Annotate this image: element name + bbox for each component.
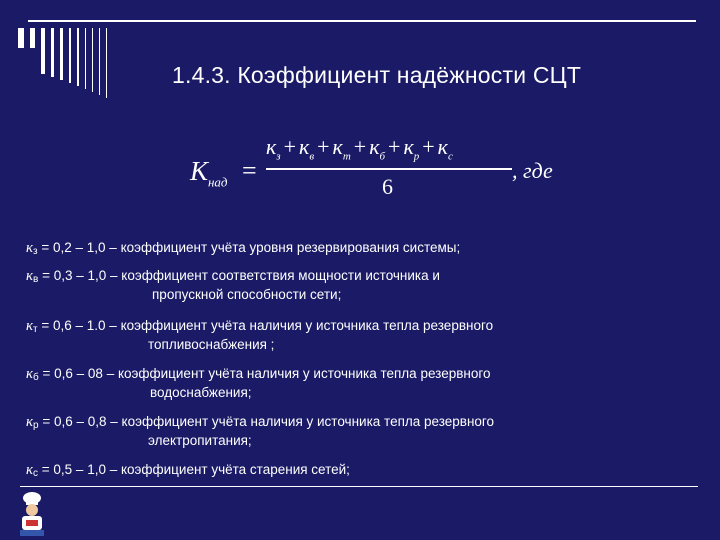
slide-title: 1.4.3. Коэффициент надёжности СЦТ — [172, 62, 582, 88]
decor-stripe — [77, 28, 79, 86]
decor-stripe — [85, 28, 86, 89]
definition-symbol: к — [26, 414, 34, 430]
decor-stripe — [41, 28, 45, 74]
plus-sign: + — [422, 134, 435, 159]
definition-text: = 0,6 – 08 – коэффициент учёта наличия у источника тепла резервного — [38, 366, 491, 381]
definition-text: = 0,3 – 1,0 – коэффициент соответствия мощности источника и — [38, 268, 440, 283]
definition-symbol: к — [26, 366, 34, 382]
definition-text: = 0,2 – 1,0 – коэффициент учёта уровня резервирования системы; — [37, 240, 461, 255]
plus-sign: + — [388, 134, 401, 159]
numerator-term-subscript: т — [342, 150, 351, 163]
definition-subscript: б — [33, 372, 39, 383]
chef-icon — [14, 490, 50, 538]
numerator-term-subscript: б — [379, 150, 386, 163]
definition-text: = 0,6 – 0,8 – коэффициент учёта наличия у источника тепла резервного — [38, 414, 495, 429]
definition-continuation: водоснабжения; — [150, 385, 252, 400]
definition-item — [26, 318, 493, 335]
definition-item — [26, 240, 460, 257]
formula-suffix: , где — [512, 158, 553, 183]
numerator-term-subscript: з — [276, 150, 281, 163]
numerator-term: $к_б$ — [369, 134, 386, 163]
numerator-term: $к_т$ — [332, 134, 351, 163]
definition-continuation: электропитания; — [148, 433, 252, 448]
definition-item — [26, 414, 494, 431]
definition-text: = 0,5 – 1,0 – коэффициент учёта старения сетей; — [38, 462, 350, 477]
decor-stripe — [51, 28, 54, 77]
plus-sign: + — [283, 134, 297, 159]
definition-subscript: с — [33, 468, 39, 479]
numerator-term-subscript: р — [413, 150, 420, 163]
formula — [190, 134, 590, 204]
definition-symbol: к — [26, 462, 34, 478]
formula-lhs — [190, 156, 227, 190]
definition-symbol: к — [26, 268, 34, 284]
definition-item — [26, 268, 440, 285]
definition-item — [26, 366, 491, 383]
numerator-term: $к_р$ — [403, 134, 420, 163]
definition-text: = 0,6 – 1.0 – коэффициент учёта наличия у источника тепла резервного — [37, 318, 494, 333]
decor-stripe — [69, 28, 71, 83]
formula-lhs-subscript: над — [207, 174, 228, 190]
decor-stripe — [18, 28, 24, 48]
plus-sign: + — [317, 134, 330, 159]
definition-continuation: топливоснабжения ; — [148, 337, 275, 352]
plus-sign: + — [353, 134, 367, 159]
formula-lhs-symbol: К — [190, 156, 208, 186]
definition-subscript: т — [33, 324, 38, 335]
numerator-term-subscript: в — [309, 150, 315, 163]
fraction-bar — [266, 168, 512, 170]
decor-stripe — [60, 28, 63, 80]
definition-continuation: пропускной способности сети; — [152, 287, 342, 302]
definition-subscript: р — [33, 420, 39, 431]
decor-stripe — [30, 28, 35, 48]
numerator-term: $к_з$ — [266, 134, 281, 163]
decor-stripe — [92, 28, 93, 92]
definition-item — [26, 462, 350, 479]
definition-subscript: в — [33, 274, 39, 285]
definition-symbol: к — [26, 240, 34, 256]
decor-stripe — [106, 28, 107, 98]
numerator-term-subscript: с — [447, 150, 453, 163]
definition-symbol: к — [26, 318, 34, 334]
formula-numerator — [266, 134, 453, 162]
numerator-term: $к_с$ — [437, 134, 453, 163]
top-divider — [28, 20, 696, 22]
bottom-divider — [20, 486, 698, 487]
decor-stripe — [99, 28, 100, 95]
formula-denominator: 6 — [382, 174, 393, 199]
numerator-term: $к_в$ — [299, 134, 315, 163]
definition-subscript: з — [33, 246, 38, 257]
formula-equals: = — [242, 156, 257, 185]
